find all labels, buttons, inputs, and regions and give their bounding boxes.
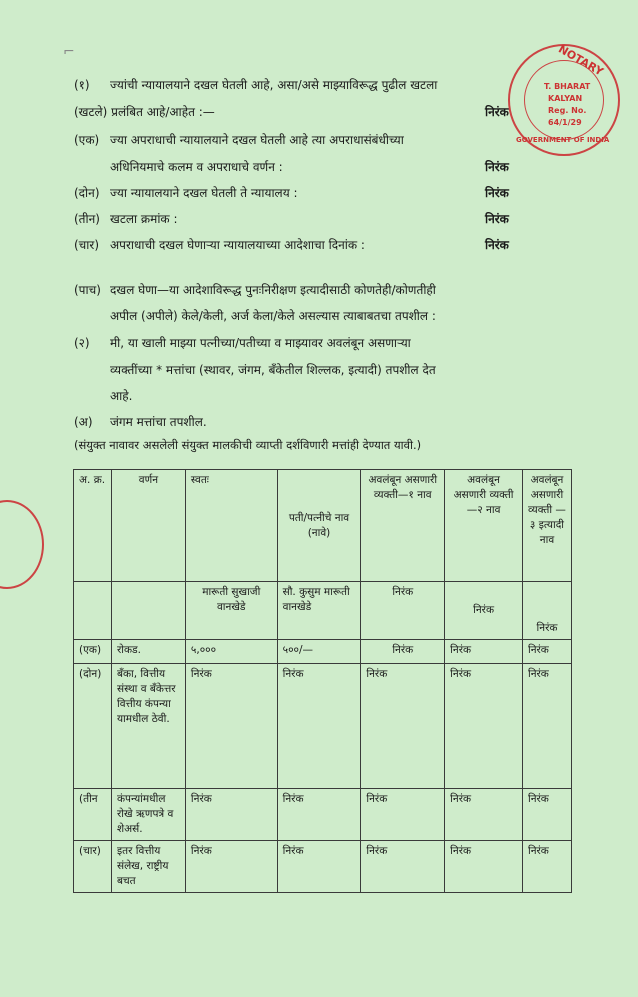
row-3-desc: कंपन्यांमधील रोखे ऋणपत्रे व शेअर्स. xyxy=(111,789,185,841)
name-self: मारूती सुखाजी वानखेडे xyxy=(185,582,277,640)
clause-ek-text: ज्या अपराधाची न्यायालयाने दखल घेतली आहे त्या अपराधासंबंधीच्या xyxy=(110,133,404,147)
header-spouse: पती/पत्नीचे नाव (नावे) xyxy=(277,470,361,582)
clause-cases-value: निरंक xyxy=(485,105,509,119)
header-dep2: अवलंबून असणारी व्यक्ती—२ नाव xyxy=(445,470,523,582)
partial-stamp-left xyxy=(0,500,44,589)
row-2-spouse: निरंक xyxy=(277,664,361,789)
clause-don-value: निरंक xyxy=(485,186,509,200)
clause-ek-text2: अधिनियमाचे कलम व अपराधाचे वर्णन : xyxy=(110,160,283,174)
joint-ownership-note: (संयुक्त नावावर असलेली संयुक्त मालकीची व्याप्ती दर्शविणारी मत्तांही देण्यात यावी.) xyxy=(74,438,422,452)
row-1-spouse: ५००/— xyxy=(277,640,361,664)
notary-stamp-reg: Reg. No. xyxy=(548,106,587,115)
clause-don-label: (दोन) xyxy=(74,186,100,200)
names-desc-empty xyxy=(111,582,185,640)
clause-teen-label: (तीन) xyxy=(74,212,100,226)
row-4-dep1: निरंक xyxy=(361,841,445,893)
clause-don-text: ज्या न्यायालयाने दखल घेतली ते न्यायालय : xyxy=(110,186,298,200)
clause-ek-value: निरंक xyxy=(485,160,509,174)
clause-pach-label: (पाच) xyxy=(74,283,101,297)
row-2-self: निरंक xyxy=(185,664,277,789)
table-row xyxy=(74,841,572,893)
row-2-dep3: निरंक xyxy=(522,664,571,789)
notary-stamp-top: NOTARY xyxy=(556,42,606,79)
clause-1-label: (१) xyxy=(74,78,90,92)
notary-stamp-place: KALYAN xyxy=(548,94,583,103)
notary-stamp xyxy=(508,44,620,156)
clause-ek-label: (एक) xyxy=(74,133,100,147)
clause-pach-line1: दखल घेणा—या आदेशाविरूद्ध पुनःनिरीक्षण इत्यादीसाठी कोणतेही/कोणतीही xyxy=(110,283,436,297)
row-1-dep2: निरंक xyxy=(445,640,523,664)
names-sr-empty xyxy=(74,582,112,640)
row-1-sr: (एक) xyxy=(74,640,112,664)
name-spouse: सौ. कुसुम मारूती वानखेडे xyxy=(277,582,361,640)
clause-char-text: अपराधाची दखल घेणाऱ्या न्यायालयाच्या आदेशाचा दिनांक : xyxy=(110,238,365,252)
header-self: स्वतः xyxy=(185,470,277,582)
row-4-self: निरंक xyxy=(185,841,277,893)
row-1-desc: रोकड. xyxy=(111,640,185,664)
row-4-spouse: निरंक xyxy=(277,841,361,893)
row-4-dep3: निरंक xyxy=(522,841,571,893)
clause-teen-text: खटला क्रमांक : xyxy=(110,212,178,226)
row-3-self: निरंक xyxy=(185,789,277,841)
notary-stamp-gov: GOVERNMENT OF INDIA xyxy=(516,136,610,144)
name-dep2: निरंक xyxy=(445,582,523,640)
row-1-dep1: निरंक xyxy=(361,640,445,664)
row-4-desc: इतर वित्तीय संलेख, राष्ट्रीय बचत xyxy=(111,841,185,893)
header-sr: अ. क्र. xyxy=(74,470,112,582)
row-2-sr: (दोन) xyxy=(74,664,112,789)
row-4-sr: (चार) xyxy=(74,841,112,893)
row-1-dep3: निरंक xyxy=(522,640,571,664)
header-dep3: अवलंबून असणारी व्यक्ती —३ इत्यादी नाव xyxy=(522,470,571,582)
corner-mark: ⌐ xyxy=(63,44,75,60)
row-3-dep3: निरंक xyxy=(522,789,571,841)
clause-1-text: ज्यांची न्यायालयाने दखल घेतली आहे, असा/असे माझ्याविरूद्ध पुढील खटला xyxy=(110,78,438,92)
clause-2-line3: आहे. xyxy=(110,389,133,403)
row-3-sr: (तीन xyxy=(74,789,112,841)
clause-char-label: (चार) xyxy=(74,238,99,252)
clause-pach-line2: अपील (अपीले) केले/केली, अर्ज केला/केले असल्यास त्याबाबतचा तपशील : xyxy=(110,309,436,323)
table-row xyxy=(74,640,572,664)
row-3-dep1: निरंक xyxy=(361,789,445,841)
clause-a-label: (अ) xyxy=(74,415,93,429)
row-1-self: ५,००० xyxy=(185,640,277,664)
clause-char-value: निरंक xyxy=(485,238,509,252)
clause-2-label: (२) xyxy=(74,336,90,350)
row-2-dep1: निरंक xyxy=(361,664,445,789)
movable-assets-table xyxy=(73,469,572,893)
notary-stamp-no: 64/1/29 xyxy=(548,118,582,127)
header-dep1: अवलंबून असणारी व्यक्ती—१ नाव xyxy=(361,470,445,582)
clause-2-line1: मी, या खाली माझ्या पत्नीच्या/पतीच्या व माझ्यावर अवलंबून असणाऱ्या xyxy=(110,336,411,350)
name-dep1: निरंक xyxy=(361,582,445,640)
row-3-spouse: निरंक xyxy=(277,789,361,841)
clause-2-line2: व्यक्तींच्या * मत्तांचा (स्थावर, जंगम, बँकेतील शिल्लक, इत्यादी) तपशील देत xyxy=(110,363,436,377)
table-row xyxy=(74,664,572,789)
clause-cases-label: (खटले) प्रलंबित आहे/आहेत :— xyxy=(74,105,215,119)
clause-teen-value: निरंक xyxy=(485,212,509,226)
name-dep3: निरंक xyxy=(522,582,571,640)
header-desc: वर्णन xyxy=(111,470,185,582)
row-2-desc: बँका, वित्तीय संस्था व बँकेत्तर वित्तीय कंपन्या यामधील ठेवी. xyxy=(111,664,185,789)
row-2-dep2: निरंक xyxy=(445,664,523,789)
clause-a-text: जंगम मत्तांचा तपशील. xyxy=(110,415,207,429)
row-3-dep2: निरंक xyxy=(445,789,523,841)
table-row xyxy=(74,789,572,841)
notary-stamp-name: T. BHARAT xyxy=(544,82,591,91)
table-names-row xyxy=(74,582,572,640)
table-header-row xyxy=(74,470,572,582)
row-4-dep2: निरंक xyxy=(445,841,523,893)
